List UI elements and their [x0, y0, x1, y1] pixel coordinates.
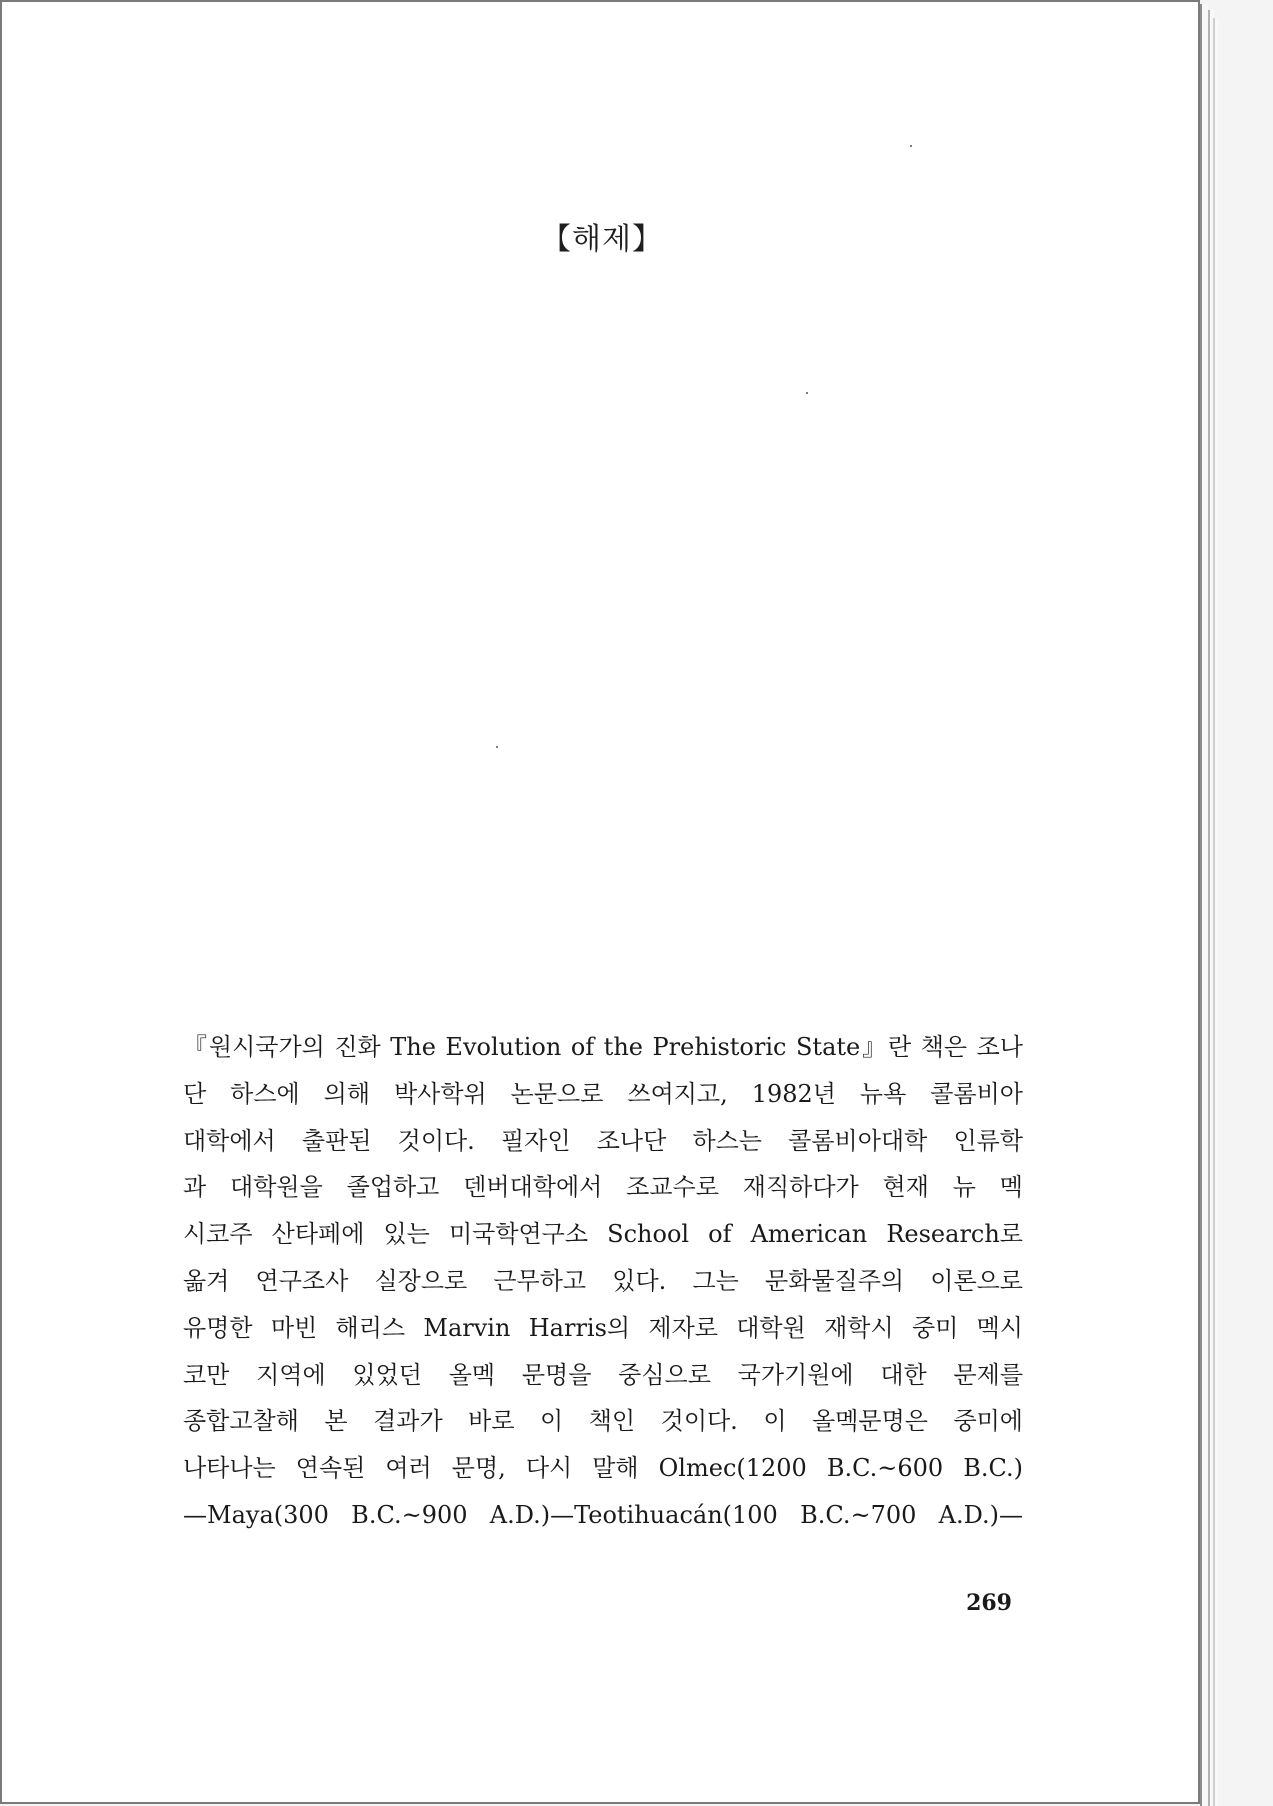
scan-speck	[496, 746, 498, 748]
page-edge	[1200, 4, 1208, 1806]
text-line: 코만 지역에 있었던 올멕 문명을 중심으로 국가기원에 대한 문제를	[183, 1360, 1023, 1389]
text-line: 시코주 산타페에 있는 미국학연구소 School of American Research로	[183, 1220, 1023, 1249]
page-edge	[1213, 18, 1218, 1806]
text-line: 단 하스에 의해 박사학위 논문으로 쓰여지고, 1982년 뉴욕 콜롬비아	[183, 1079, 1023, 1108]
text-line: 『원시국가의 진화 The Evolution of the Prehistoric State』란 책은 조나	[183, 1033, 1023, 1061]
text-line: 과 대학원을 졸업하고 덴버대학에서 조교수로 재직하다가 현재 뉴 멕	[183, 1173, 1023, 1202]
text-line: 대학에서 출판된 것이다. 필자인 조나단 하스는 콜롬비아대학 인류학	[183, 1126, 1023, 1155]
scan-speck	[806, 392, 808, 394]
text-line: —Maya(300 B.C.~900 A.D.)—Teotihuacán(100 B.C.~700 A.D.)—	[183, 1500, 1023, 1529]
text-line: 유명한 마빈 해리스 Marvin Harris의 제자로 대학원 재학시 중미 멕시	[183, 1313, 1023, 1342]
text-line: 종합고찰해 본 결과가 바로 이 책인 것이다. 이 올멕문명은 중미에	[183, 1407, 1023, 1436]
scan-speck	[910, 145, 912, 147]
page-number: 269	[966, 1590, 1012, 1616]
text-line: 나타나는 연속된 여러 문명, 다시 말해 Olmec(1200 B.C.~600 B.C.)	[183, 1454, 1023, 1483]
body-paragraph	[183, 1024, 1023, 1539]
text-line: 옮겨 연구조사 실장으로 근무하고 있다. 그는 문화물질주의 이론으로	[183, 1266, 1023, 1295]
section-heading: 【해제】	[541, 222, 663, 257]
